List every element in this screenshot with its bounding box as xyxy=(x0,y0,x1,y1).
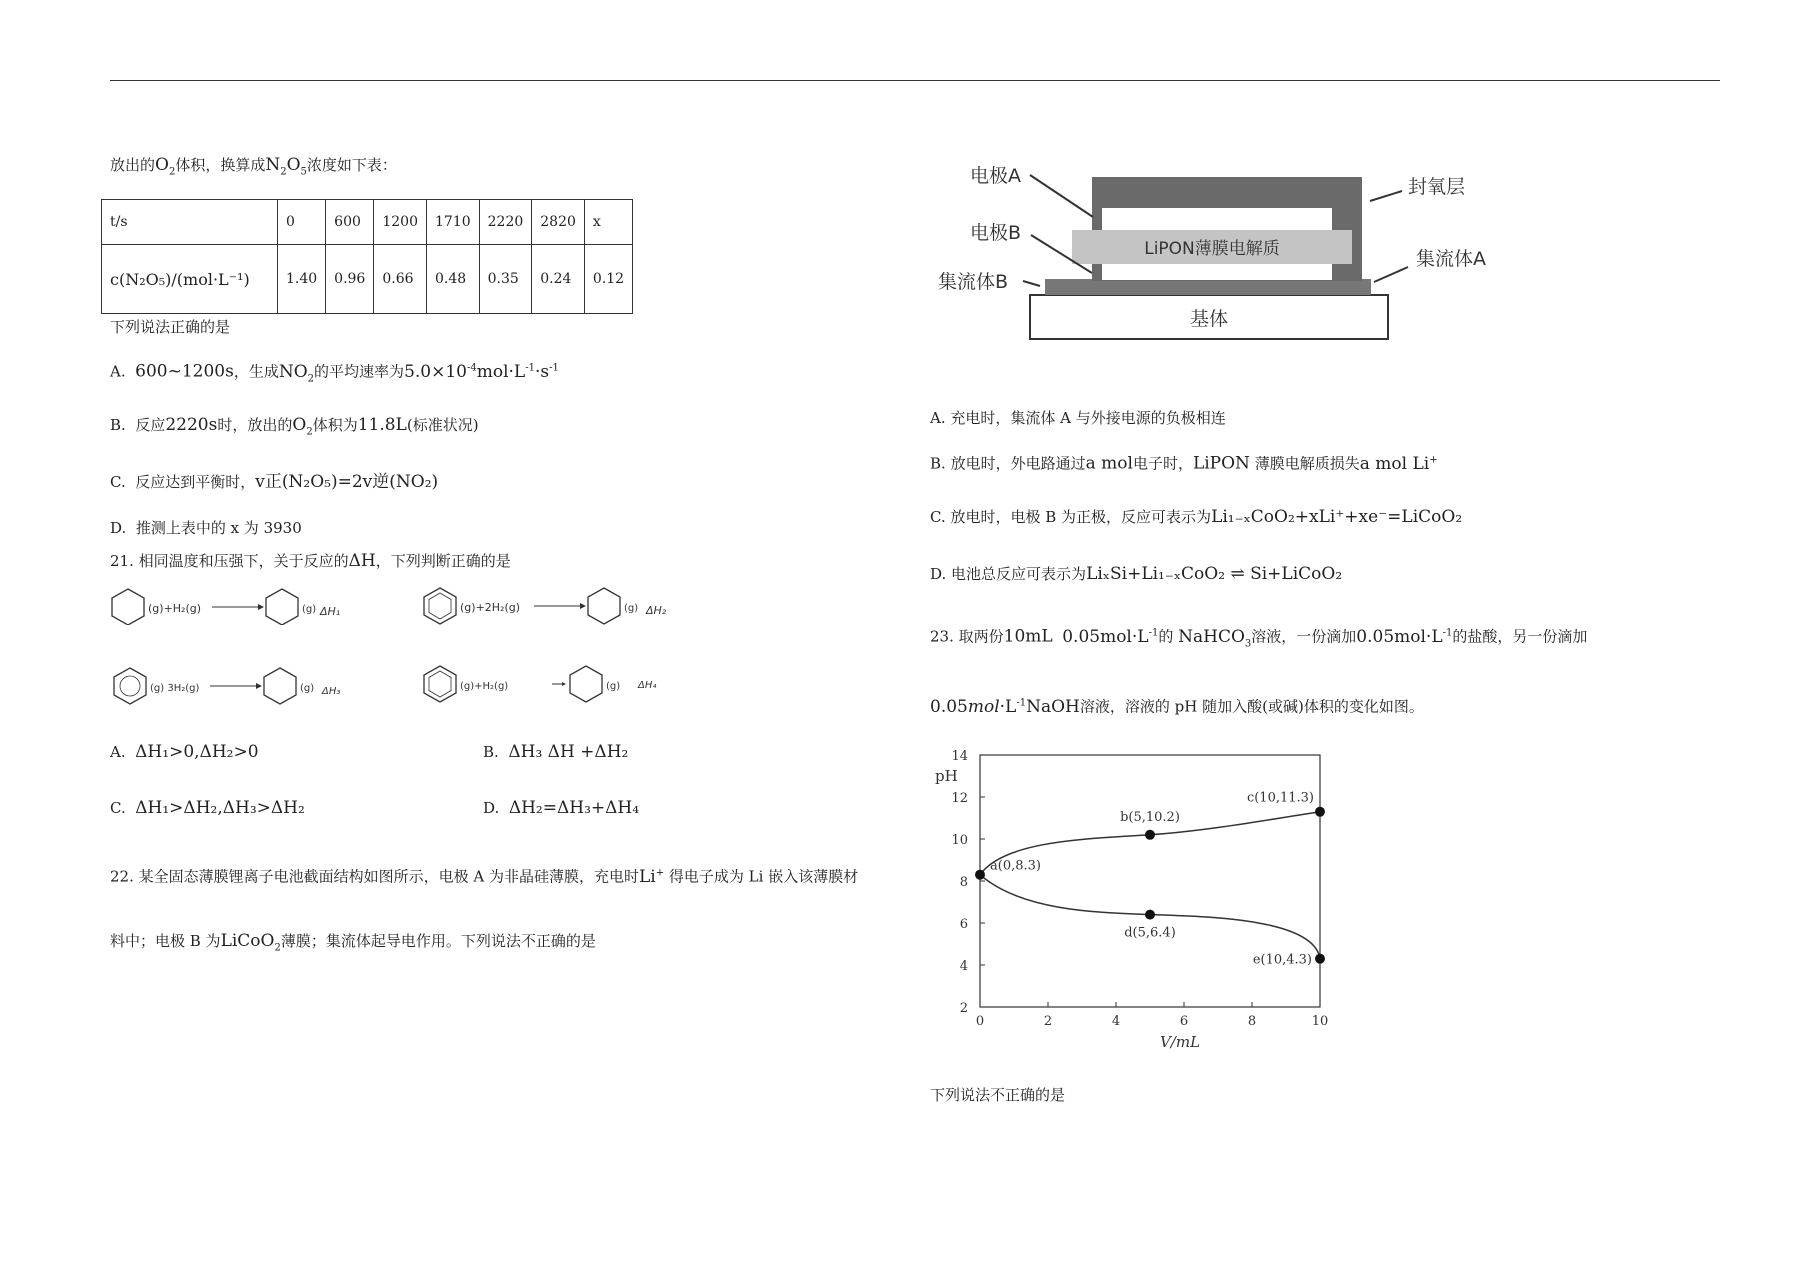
q21-option-c: C. ΔH₁>ΔH₂,ΔH₃>ΔH₂ xyxy=(110,798,305,818)
table-cell: 0.35 xyxy=(479,245,532,314)
electrode-a-layer xyxy=(1102,208,1332,230)
concentration-table xyxy=(101,199,633,314)
cyclohexene-icon xyxy=(266,589,298,625)
reaction-2 xyxy=(420,584,680,630)
y-tick-label: 2 xyxy=(959,1001,968,1016)
cyclohexadiene-icon xyxy=(588,588,620,624)
label-seal: 封氧层 xyxy=(1408,176,1466,198)
table-row xyxy=(102,200,633,245)
q23-stem: 下列说法不正确的是 xyxy=(930,1086,1066,1104)
table-cell: 1710 xyxy=(426,200,479,245)
svg-text:ΔH₃: ΔH₃ xyxy=(322,686,341,697)
svg-text:(g)+2H₂(g): (g)+2H₂(g) xyxy=(460,601,521,614)
q22-option-a: A. 充电时，集流体 A 与外接电源的负极相连 xyxy=(930,409,1226,427)
battery-diagram-svg xyxy=(930,155,1510,345)
collector-layer xyxy=(1045,279,1371,295)
data-point xyxy=(1145,910,1155,920)
cyclohexane-icon xyxy=(264,668,296,704)
svg-text:(g): (g) xyxy=(606,681,621,692)
table-cell: 1200 xyxy=(374,200,427,245)
data-point-label: e(10,4.3) xyxy=(1252,952,1312,968)
battery-diagram xyxy=(930,155,1510,349)
table-cell: 1.40 xyxy=(278,245,326,314)
x-axis-label: V/mL xyxy=(1159,1033,1201,1051)
x-tick-label: 2 xyxy=(1043,1014,1053,1029)
table-cell: 0.66 xyxy=(374,245,427,314)
table-cell: 0 xyxy=(278,200,326,245)
q23-line2: $0.05mol\cdot L^{-1}NaOH$溶液，溶液的 pH 随加入酸(或碱)体积的变化如图。 xyxy=(930,696,1424,717)
reaction-2-svg xyxy=(420,584,680,626)
table-row xyxy=(102,245,633,314)
svg-text:(g): (g) xyxy=(302,604,317,615)
svg-text:ΔH₄: ΔH₄ xyxy=(638,680,657,691)
svg-text:ΔH₁: ΔH₁ xyxy=(320,605,341,618)
q23-line1: 23. 取两份10mL $0.05mol\cdot L^{-1}$的 NaHCO$_3$溶液，一份滴加$0.05mol\cdot L^{-1}$的盐酸，另一份滴加 xyxy=(930,626,1588,650)
reaction-3-svg xyxy=(110,664,370,708)
data-point-label: b(5,10.2) xyxy=(1120,809,1180,825)
reaction-3 xyxy=(110,664,370,712)
table-cell: 0.12 xyxy=(584,245,632,314)
table-cell: 0.24 xyxy=(532,245,585,314)
data-point-label: c(10,11.3) xyxy=(1246,790,1314,806)
q20-stem: 下列说法正确的是 xyxy=(110,318,231,336)
q20-option-d: D. 推测上表中的 x 为 3930 xyxy=(110,519,302,537)
row-label-conc: c(N₂O₅)/(mol·L⁻¹) xyxy=(102,245,278,314)
table-cell: 600 xyxy=(326,200,374,245)
data-point-label: d(5,6.4) xyxy=(1124,925,1176,941)
q22-line2: 料中；电极 B 为LiCoO$_2$薄膜；集流体起导电作用。下列说法不正确的是 xyxy=(110,931,596,954)
table-cell: 2820 xyxy=(532,200,585,245)
label-collector-a: 集流体A xyxy=(1416,248,1486,270)
y-tick-label: 6 xyxy=(959,917,968,932)
benzene-icon xyxy=(114,668,146,704)
x-tick-label: 4 xyxy=(1111,1014,1121,1029)
x-tick-label: 10 xyxy=(1311,1014,1329,1029)
q21-option-b: B. ΔH₃ ΔH +ΔH₂ xyxy=(483,742,629,762)
x-tick-label: 6 xyxy=(1179,1014,1189,1029)
q21-option-d: D. ΔH₂=ΔH₃+ΔH₄ xyxy=(483,798,640,818)
y-tick-label: 12 xyxy=(951,791,968,806)
y-tick-label: 10 xyxy=(951,833,968,848)
data-point xyxy=(975,870,985,880)
table-cell: x xyxy=(584,200,632,245)
label-collector-b: 集流体B xyxy=(938,271,1009,293)
label-electrode-b: 电极B xyxy=(970,222,1022,244)
q21-option-a: A. ΔH₁>0,ΔH₂>0 xyxy=(110,742,259,762)
svg-text:(g): (g) xyxy=(300,683,315,694)
q20-option-c: C. 反应达到平衡时，v正(N₂O₅)=2v逆(NO₂) xyxy=(110,472,439,492)
intro-pre: 放出的 xyxy=(110,156,156,174)
q22-option-b: B. 放电时，外电路通过a mol电子时，LiPON 薄膜电解质损失a mol Li+ xyxy=(930,453,1438,474)
ph-chart xyxy=(925,745,1345,1059)
q22-line1: 22. 某全固态薄膜锂离子电池截面结构如图所示，电极 A 为非晶硅薄膜，充电时Li+ 得电子成为 Li 嵌入该薄膜材 xyxy=(110,866,859,887)
data-point-label: a(0,8.3) xyxy=(990,858,1041,874)
intro-line: 放出的$O_2$体积，换算成$N_2O_5$浓度如下表： xyxy=(110,155,397,178)
table-cell: 0.96 xyxy=(326,245,374,314)
svg-text:ΔH₂: ΔH₂ xyxy=(646,604,667,617)
data-point xyxy=(1315,954,1325,964)
svg-text:(g) 3H₂(g): (g) 3H₂(g) xyxy=(150,683,200,694)
q22-option-c: C. 放电时，电极 B 为正极，反应可表示为Li₁₋ₓCoO₂+xLi⁺+xe⁻=LiCoO₂ xyxy=(930,507,1463,527)
benzene-icon xyxy=(112,589,144,625)
q20-option-a: A. 600~1200s，生成$NO_2$的平均速率为$5.0\times 10^{-4}mol\cdot L^{-1}\cdot s^{-1}$ xyxy=(110,361,559,385)
ph-chart-svg xyxy=(925,745,1345,1055)
label-base: 基体 xyxy=(1189,308,1229,330)
x-tick-label: 0 xyxy=(975,1014,985,1029)
table-cell: 0.48 xyxy=(426,245,479,314)
q22-option-d: D. 电池总反应可表示为LiₓSi+Li₁₋ₓCoO₂ ⇌ Si+LiCoO₂ xyxy=(930,564,1343,584)
header-rule xyxy=(110,80,1720,81)
x-tick-label: 8 xyxy=(1247,1014,1257,1029)
y-tick-label: 8 xyxy=(959,875,968,890)
cyclohexene-icon xyxy=(570,666,602,702)
y-axis-label: pH xyxy=(935,767,958,785)
reaction-4-svg xyxy=(420,662,670,706)
row-label-time: t/s xyxy=(102,200,278,245)
label-electrode-a: 电极A xyxy=(970,165,1021,187)
reaction-1-svg xyxy=(108,585,348,625)
label-electrolyte: LiPON薄膜电解质 xyxy=(1144,239,1280,259)
svg-text:(g)+H₂(g): (g)+H₂(g) xyxy=(460,681,509,692)
reaction-1-lhs: (g)+H₂(g) xyxy=(148,602,202,615)
y-tick-label: 4 xyxy=(959,959,968,974)
q21-stem: 21. 相同温度和压强下，关于反应的ΔH，下列判断正确的是 xyxy=(110,551,511,571)
reaction-1 xyxy=(108,585,348,629)
svg-text:(g): (g) xyxy=(624,603,639,614)
data-point xyxy=(1145,830,1155,840)
y-tick-label: 14 xyxy=(951,749,968,764)
electrode-b-layer xyxy=(1102,264,1332,280)
reaction-4 xyxy=(420,662,670,710)
data-point xyxy=(1315,807,1325,817)
q20-option-b: B. 反应2220s时，放出的$O_2$体积为11.8L(标准状况) xyxy=(110,415,479,438)
table-cell: 2220 xyxy=(479,200,532,245)
